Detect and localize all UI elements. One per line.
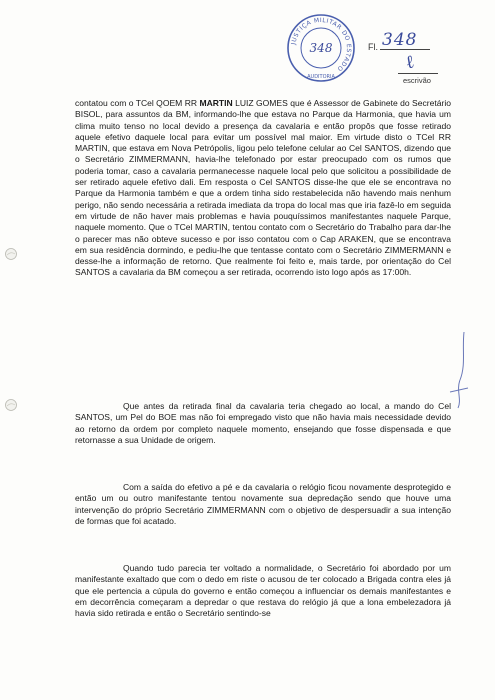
paragraph-2-text: Que antes da retirada final da cavalaria teria chegado ao local, a mando do Cel SANTOS, um Pel do BOE mas não foi empregado visto que não havia mais necessidade devido ao retorno da ordem por completo naquele momento, ensejando que fosse dispensada e que retornasse a sua Unidade de origem. bbox=[75, 401, 451, 445]
paragraph-1-bold-name: MARTIN bbox=[199, 98, 233, 108]
paragraph-4-text: Quando tudo parecia ter voltado a normalidade, o Secretário foi abordado por um manifestante exaltado que com o dedo em riste o acusou de ter colocado a Brigada contra eles já que ele pertencia a cúpula do governo e então começou a influenciar os demais manifestantes e em decorrência começaram a depredar o que restava do relógio já que a lona embelezadora já havia sido retirada e então o Secretário sentindo-se bbox=[75, 563, 451, 619]
folio-number: 348 bbox=[382, 30, 418, 50]
folio-block bbox=[368, 30, 468, 90]
paragraph-4 bbox=[75, 563, 451, 619]
clerk-signature-line bbox=[398, 73, 438, 74]
margin-pen-mark bbox=[446, 330, 476, 410]
clerk-initial-signature: ℓ bbox=[402, 51, 417, 74]
paragraph-1-rest: LUIZ GOMES que é Assessor de Gabinete do Secretário BISOL, para assuntos da BM, informando-lhe que estava no Parque da Harmonia, que havia um clima muito tenso no local devido a presença da cavalaria e então propôs que fosse retirado aquele efetivo daquele local para evitar um possível mal maior. Em virtude disto o TCel RR MARTIN, que estava em Nova Petrópolis, ligou pelo telefone celular ao Cel SANTOS, dizendo que o Secretário ZIMMERMANN, havia-lhe telefonado por estar preocupado com os rumos que poderia tomar, caso a cavalaria permanecesse naquele local pelo que solicitou a possibilidade de ser retirado aquele efetivo dali. Em resposta o Cel SANTOS disse-lhe que ele se encontrava no Parque da Harmonia também e que a ordem tinha sido restabelecida não havendo mais nenhum perigo, não sendo necessária a retirada imediata da tropa do local mas que iria fazê-lo em seguida em virtude de não haver mais problemas e havia pouquíssimos manifestantes naquele Parque, naquele momento. Que o TCel MARTIN, tentou contato com o Secretário do Trabalho para dar-lhe o parecer mas não obteve sucesso e por isso contatou com o Cap ARAKEN, que se encontrava em sua residência dormindo, e pediu-lhe que tentasse contato com o Secretário ZIMMERMANN e desse-lhe a informação de retorno. Que realmente foi feito e, mais tarde, por orientação do Cel SANTOS a cavalaria da BM começou a ser retirada, ocorrendo isto logo após as 17:00h. bbox=[75, 98, 451, 278]
paragraph-3 bbox=[75, 482, 451, 527]
folio-label: Fl. bbox=[368, 42, 378, 52]
seal-lower-text: AUDITORIA bbox=[307, 74, 335, 80]
folio-underline bbox=[380, 49, 430, 50]
official-seal-stamp bbox=[285, 12, 357, 84]
paragraph-1 bbox=[75, 98, 451, 279]
clerk-role-label: escrivão bbox=[403, 76, 431, 85]
paragraph-3-text: Com a saída do efetivo a pé e da cavalaria o relógio ficou novamente desprotegido e então um ou outro manifestante tentou novamente sua depredação sendo que houve uma intervenção do próprio Secretário ZIMMERMANN com o objetivo de despersuadir a sua intenção de formas que foi acatado. bbox=[75, 482, 451, 526]
seal-center-number: 348 bbox=[309, 41, 333, 55]
seal-ring-text: JUSTIÇA MILITAR DO ESTADO bbox=[290, 16, 353, 73]
punch-hole-icon bbox=[4, 247, 18, 261]
paragraph-2 bbox=[75, 401, 451, 446]
paragraph-1-start: contatou com o TCel QOEM RR bbox=[75, 98, 200, 108]
punch-hole-icon bbox=[4, 398, 18, 412]
